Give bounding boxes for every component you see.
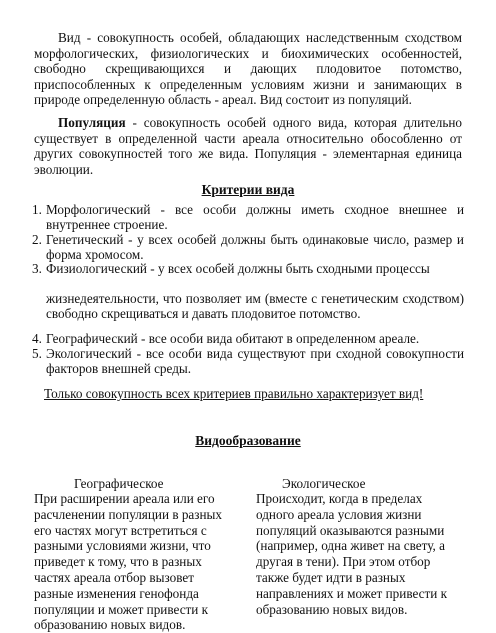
population-definition-text: - совокупность особей одного вида, которая длительно существует в определенной части ареала относительно обособленно от других совокупностей того же вида. Популяция - элементарная единица эволюции. (34, 115, 462, 177)
criterion-continuation-text: жизнедеятельности, что позволяет им (вместе с генетическим сходством) свободно скрещиваться и давать плодовитое потомство. (46, 291, 464, 321)
criterion-number: 3. (32, 261, 42, 276)
speciation-heading: Видообразование (195, 433, 301, 448)
criterion-item-1 (32, 203, 464, 233)
ecological-speciation-text: Происходит, когда в пределах одного ареала условия жизни популяций оказываются разными (например, одна живет на свету, а другая в тени). При этом отбор также будет идти в разных направлениях и может привести к образованию новых видов. (256, 491, 448, 617)
criterion-number: 5. (32, 346, 42, 361)
criteria-heading: Критерии вида (201, 182, 295, 197)
criterion-number: 4. (32, 331, 42, 346)
geographic-speciation-text: При расширении ареала или его расчленении популяции в разных его частях могут встретиться с разными условиями жизни, что приведет к тому, что в разных частях ареала отбор вызовет разные изменения генофонда популяции и может привести к образованию новых видов. (34, 491, 223, 633)
ecological-speciation-title: Экологическое (282, 476, 366, 491)
species-definition-text: Вид - совокупность особей, обладающих наследственным сходством морфологических, физиологических и биохимических особенностей, свободно скрещивающихся и дающих плодовитое потомство, приспособленных к определенным условиям жизни и занимающих в природе определенную область - ареал. Вид состоит из популяций. (34, 30, 462, 107)
criterion-item-2 (32, 233, 464, 263)
criterion-number: 2. (32, 232, 42, 247)
geographic-speciation-title: Географическое (74, 476, 164, 491)
population-definition-paragraph (34, 115, 462, 177)
population-term: Популяция (58, 115, 126, 130)
criterion-number: 1. (32, 202, 42, 217)
criterion-item-3 (32, 262, 464, 332)
criterion-text: Морфологический - все особи должны иметь сходное внешнее и внутреннее строение. (46, 202, 464, 232)
criterion-text: Географический - все особи вида обитают в определенном ареале. (46, 331, 420, 346)
criterion-text: Генетический - у всех особей должны быть одинаковые число, размер и форма хромосом. (46, 232, 464, 262)
criterion-text: Экологический - все особи вида существуют при сходной совокупности факторов внешней среды. (46, 346, 464, 376)
criteria-note: Только совокупность всех критериев правильно характеризует вид! (44, 386, 424, 401)
species-definition-paragraph (34, 30, 462, 108)
criterion-text: Физиологический - у всех особей должны быть сходными процессы (46, 261, 430, 276)
criterion-item-5 (32, 347, 464, 377)
